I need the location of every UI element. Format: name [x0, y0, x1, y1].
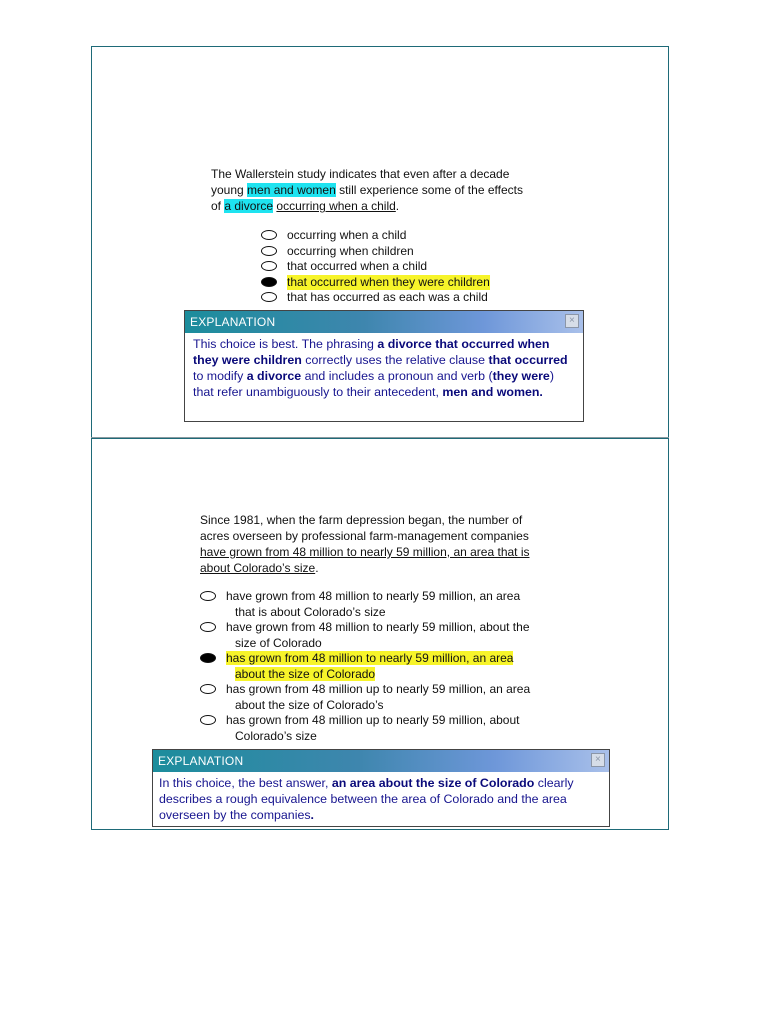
- choice-text: that has occurred as each was a child: [287, 290, 488, 304]
- radio-button-selected[interactable]: [261, 277, 277, 287]
- stem-line: [200, 560, 530, 576]
- explanation-span: and includes a pronoun and verb (: [301, 369, 493, 383]
- choice-text: occurring when children: [287, 243, 414, 258]
- choice-text: have grown from 48 million to nearly 59 million, an area: [226, 589, 521, 603]
- question-stem: [211, 166, 523, 214]
- explanation-bold: men and women.: [442, 385, 543, 399]
- question-slide-1: [91, 46, 669, 438]
- answer-choice-b[interactable]: [261, 244, 490, 260]
- question-slide-2: [91, 438, 669, 830]
- explanation-span: to modify: [193, 369, 247, 383]
- choice-text: that occurred when they were children: [287, 274, 490, 289]
- choice-text: has grown from 48 million up to nearly 59 million, an area: [226, 682, 531, 696]
- explanation-header: [185, 311, 583, 333]
- stem-line: Since 1981, when the farm depression began, the number of: [200, 513, 523, 527]
- highlight-antecedent: men and women: [247, 183, 336, 197]
- choice-text: has grown from 48 million up to nearly 59 million, about: [226, 713, 520, 727]
- explanation-bold: .: [310, 808, 314, 822]
- radio-button[interactable]: [200, 622, 216, 632]
- answer-choice-c-selected[interactable]: [200, 651, 530, 682]
- radio-button[interactable]: [200, 715, 216, 725]
- highlight-referent: a divorce: [224, 199, 274, 213]
- answer-choices: [261, 228, 490, 306]
- stem-text: .: [395, 199, 400, 213]
- choice-text: that is about Colorado’s size: [235, 604, 386, 619]
- underlined-portion: about Colorado’s size: [200, 561, 316, 575]
- explanation-panel: [152, 749, 610, 827]
- radio-button-selected[interactable]: [200, 653, 216, 663]
- explanation-text: [153, 772, 609, 823]
- radio-button[interactable]: [261, 292, 277, 302]
- explanation-text: [185, 333, 583, 400]
- explanation-header: [153, 750, 609, 772]
- radio-button[interactable]: [200, 591, 216, 601]
- explanation-title: EXPLANATION: [158, 754, 244, 768]
- choice-text: about the size of Colorado: [235, 666, 376, 681]
- explanation-span: clearly describes a rough equivalence between the area of Colorado and the area overseen by the companies: [159, 776, 574, 822]
- stem-text: still experience some of the effects: [335, 183, 523, 197]
- radio-button[interactable]: [200, 684, 216, 694]
- choice-text: have grown from 48 million to nearly 59 million, about the: [226, 620, 530, 634]
- explanation-bold: they were: [492, 369, 550, 383]
- answer-choice-a[interactable]: [261, 228, 490, 244]
- answer-choice-b[interactable]: [200, 620, 530, 651]
- stem-line: have grown from 48 million to nearly 59 million, an area that is: [200, 545, 530, 559]
- answer-choice-e[interactable]: [200, 713, 530, 744]
- stem-line: [211, 182, 523, 198]
- explanation-panel: [184, 310, 584, 422]
- stem-text: .: [315, 561, 319, 575]
- answer-choice-c[interactable]: [261, 259, 490, 275]
- choice-text: about the size of Colorado’s: [235, 697, 384, 712]
- answer-choice-e[interactable]: [261, 290, 490, 306]
- explanation-span: ) that refer unambiguously to their antecedent,: [193, 369, 554, 399]
- answer-choice-a[interactable]: [200, 589, 530, 620]
- choice-text: has grown from 48 million to nearly 59 million, an area: [226, 651, 514, 665]
- radio-button[interactable]: [261, 246, 277, 256]
- explanation-title: EXPLANATION: [190, 315, 276, 329]
- choice-text: Colorado’s size: [235, 728, 317, 743]
- stem-line: The Wallerstein study indicates that even after a decade: [211, 167, 510, 181]
- stem-text: young: [211, 183, 248, 197]
- stem-text: of: [211, 199, 225, 213]
- choice-text: size of Colorado: [235, 635, 322, 650]
- stem-line: acres overseen by professional farm-management companies: [200, 529, 529, 543]
- choice-text: occurring when a child: [287, 228, 407, 242]
- answer-choice-d[interactable]: [200, 682, 530, 713]
- answer-choices: [200, 589, 530, 744]
- radio-button[interactable]: [261, 230, 277, 240]
- radio-button[interactable]: [261, 261, 277, 271]
- underlined-portion: occurring when a child: [276, 199, 396, 213]
- answer-choice-d-selected[interactable]: [261, 275, 490, 291]
- explanation-bold: an area about the size of Colorado: [331, 776, 535, 790]
- stem-line: [211, 198, 523, 214]
- explanation-span: This choice is best. The phrasing: [193, 337, 378, 351]
- explanation-bold: a divorce that occurred when they were children: [193, 337, 550, 367]
- close-icon[interactable]: ×: [565, 314, 579, 328]
- explanation-bold: that occurred: [488, 353, 568, 367]
- close-icon[interactable]: ×: [591, 753, 605, 767]
- explanation-bold: a divorce: [246, 369, 302, 383]
- explanation-span: correctly uses the relative clause: [301, 353, 489, 367]
- choice-text: that occurred when a child: [287, 259, 428, 273]
- explanation-span: In this choice, the best answer,: [159, 776, 332, 790]
- question-stem: [200, 512, 530, 576]
